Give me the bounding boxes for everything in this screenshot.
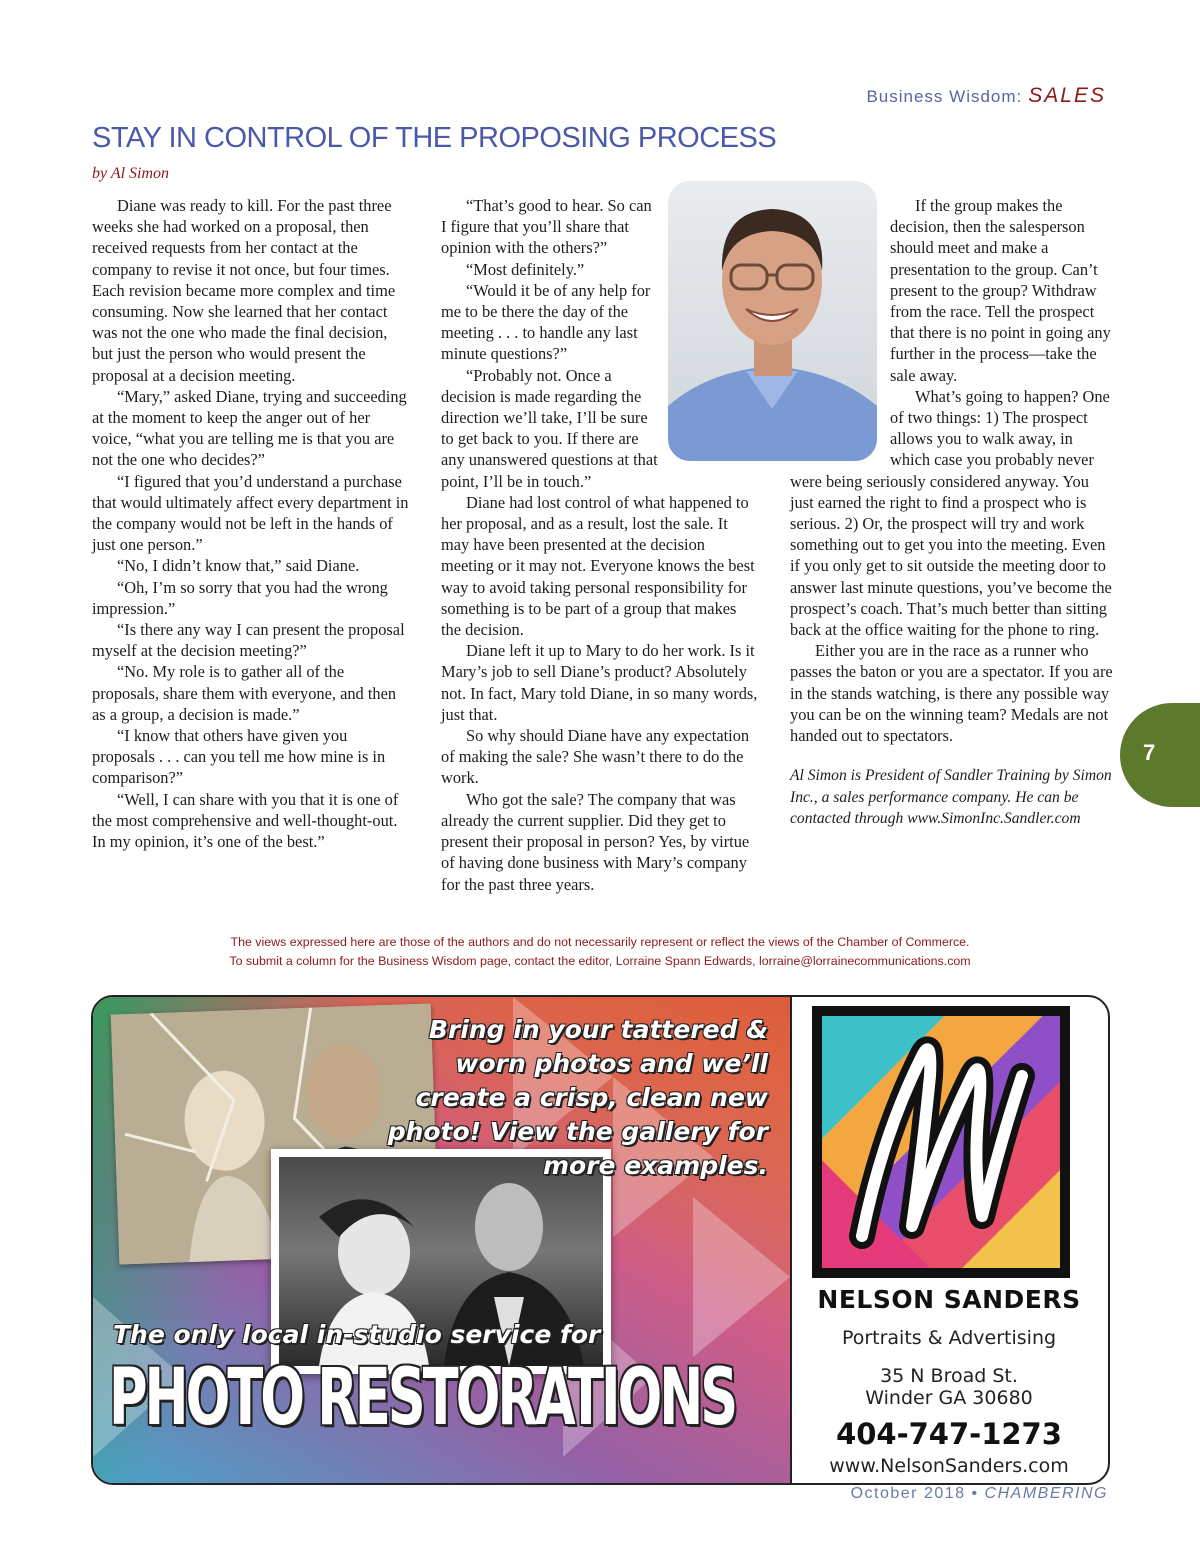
business-name: NELSON SANDERS xyxy=(817,1285,1081,1314)
paragraph: “That’s good to hear. So can I figure that you’ll share that opinion with the others?” xyxy=(441,196,652,258)
disclaimer-line: To submit a column for the Business Wisdom page, contact the editor, Lorraine Spann Edwards, lorraine@lorrainecommunications.com xyxy=(229,954,971,968)
page-number: 7 xyxy=(1143,740,1156,765)
paragraph: “Mary,” asked Diane, trying and succeeding at the moment to keep the anger out of her voice, “what you are telling me is that you are not the one who decides?” xyxy=(92,386,407,470)
article-title: STAY IN CONTROL OF THE PROPOSING PROCESS xyxy=(92,122,777,154)
advertisement xyxy=(91,995,1110,1485)
paragraph: Who got the sale? The company that was already the current supplier. Did they get to present their proposal in person? Yes, by virtue of having done business with Mary’s company for the past three years. xyxy=(441,789,750,894)
issue-date: October 2018 xyxy=(850,1485,966,1502)
section-tag xyxy=(866,84,1106,108)
paragraph: “Is there any way I can present the proposal myself at the decision meeting?” xyxy=(92,620,405,661)
paragraph: “Oh, I’m so sorry that you had the wrong impression.” xyxy=(92,577,388,618)
business-phone: 404-747-1273 xyxy=(836,1417,1062,1451)
subsection-label: SALES xyxy=(1028,84,1106,107)
page-footer xyxy=(851,1485,1108,1503)
paragraph: Diane left it up to Mary to do her work. Is it Mary’s job to sell Diane’s product? Absolutely not. In fact, Mary told Diane, in so many words, just that. xyxy=(441,641,758,724)
paragraph: Either you are in the race as a runner who passes the baton or you are a spectator. If you are in the stands watching, is there any possible way you can be on the winning team? Medals are not handed out to spectators. xyxy=(790,641,1113,746)
section-label: Business Wisdom: xyxy=(866,87,1023,106)
business-website: www.NelsonSanders.com xyxy=(829,1455,1069,1477)
paragraph: Diane was ready to kill. For the past three weeks she had worked on a proposal, then received requests from her contact at the company to revise it not once, but four times. Each revision became more complex and time consuming. Now she learned that her contact was not the one who made the final decision, but just the person who would present the proposal at a decision meeting. xyxy=(92,196,396,385)
business-subtitle: Portraits & Advertising xyxy=(841,1327,1057,1349)
paragraph: “No, I didn’t know that,” said Diane. xyxy=(117,556,360,576)
article-byline: by Al Simon xyxy=(92,165,170,182)
disclaimer xyxy=(0,933,1200,971)
page-number-tab xyxy=(1120,703,1200,807)
paragraph: “I know that others have given you proposals . . . can you tell me how mine is in comparison?” xyxy=(92,726,386,788)
paragraph: If the group makes the decision, then the salesperson should meet and make a presentation to the group. Can’t present to the group? Withdraw from the race. Tell the prospect that there is no point in going any further in the process—take the sale away. xyxy=(890,196,1111,385)
magazine-name: CHAMBERING xyxy=(984,1485,1108,1502)
author-bio: Al Simon is President of Sandler Training by Simon Inc., a sales performance company. He can be contacted through www.SimonInc.Sandler.com xyxy=(790,767,1112,828)
paragraph: “Would it be of any help for me to be there the day of the meeting . . . to handle any last minute questions?” xyxy=(441,280,651,364)
ad-tagline: The only local in-studio service for xyxy=(113,1320,601,1349)
paragraph: Diane had lost control of what happened to her proposal, and as a result, lost the sale. It may have been presented at the decision meeting or it may not. Everyone knows the best way to avoid taking personal responsibility for something is to be part of a group that makes the decision. xyxy=(441,492,755,640)
paragraph: “Well, I can share with you that it is one of the most comprehensive and well-thought-out. In my opinion, it’s one of the best.” xyxy=(92,789,399,852)
article-column-1 xyxy=(92,195,410,852)
address-line: Winder GA 30680 xyxy=(865,1387,1033,1409)
footer-separator: • xyxy=(971,1485,979,1502)
nelson-sanders-logo xyxy=(812,1006,1070,1278)
ad-photo-panel xyxy=(93,997,792,1483)
paragraph: “Most definitely.” xyxy=(466,259,585,279)
disclaimer-line: The views expressed here are those of the authors and do not necessarily represent or reflect the views of the Chamber of Commerce. xyxy=(230,935,970,949)
paragraph: What’s going to happen? One of two things: 1) The prospect allows you to walk away, in which case you probably never were being seriously considered anyway. You just earned the right to find a prospect who is serious. 2) Or, the prospect will try and work something out to get you into the meeting. Even if you only get to sit outside the meeting door to answer last minute questions, you’ve become the prospect’s coach. That’s much better than sitting back at the office waiting for the phone to ring. xyxy=(790,386,1112,640)
author-portrait xyxy=(668,181,877,461)
ad-headline: Bring in your tattered & worn photos and we’ll create a crisp, clean new photo! View the gallery for more examples. xyxy=(387,1015,768,1180)
paragraph: So why should Diane have any expectation of making the sale? She wasn’t there to do the work. xyxy=(441,726,750,788)
address-line: 35 N Broad St. xyxy=(880,1365,1018,1387)
ad-big-title: PHOTO RESTORATIONS xyxy=(109,1353,736,1443)
paragraph: “No. My role is to gather all of the proposals, share them with everyone, and then as a group, a decision is made.” xyxy=(92,662,397,724)
business-address xyxy=(790,1365,1108,1409)
paragraph: “I figured that you’d understand a purchase that would ultimately affect every department in the company would not be left in the hands of just one person.” xyxy=(92,471,409,555)
paragraph: “Probably not. Once a decision is made regarding the direction we’ll take, I’ll be sure to get back to you. If there are any unanswered questions at that point, I’ll be in touch.” xyxy=(441,365,658,491)
